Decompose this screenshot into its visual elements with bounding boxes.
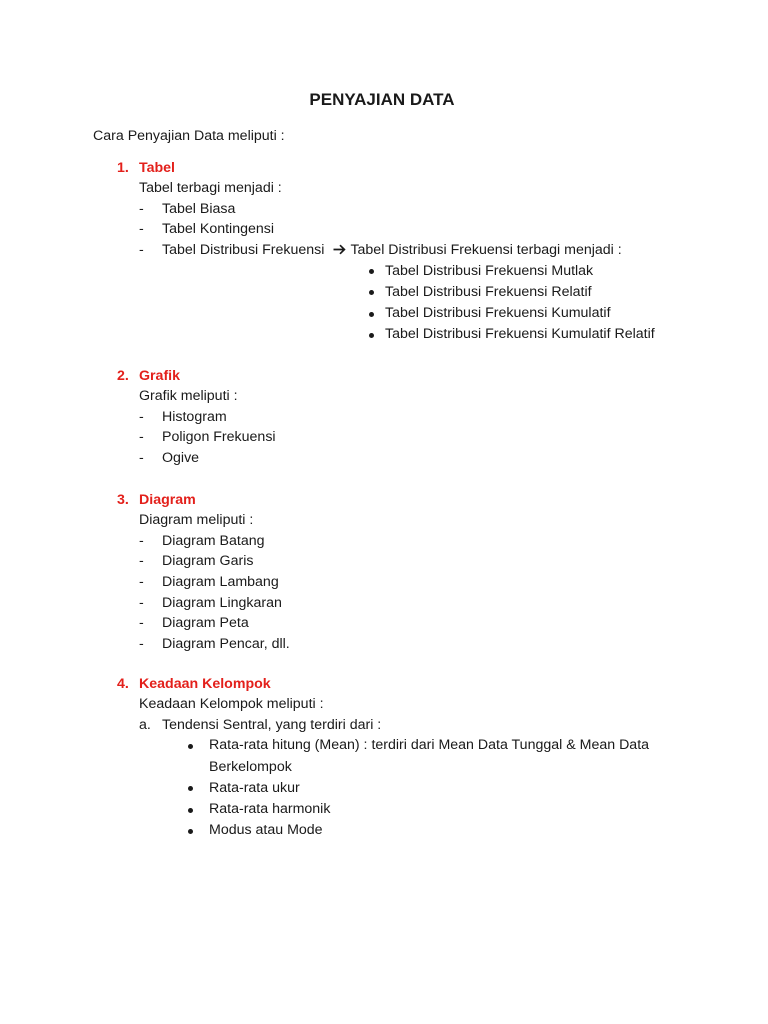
intro-text: Cara Penyajian Data meliputi :: [93, 127, 285, 144]
list-item-label: Diagram Lambang: [162, 574, 279, 591]
dash-marker: -: [139, 429, 144, 446]
list-item: [0, 407, 768, 428]
bullet-icon: [369, 269, 374, 274]
dash-marker: -: [139, 615, 144, 632]
bullet-icon: [369, 333, 374, 338]
bullet-item: [385, 261, 768, 282]
bullet-item: [209, 820, 768, 841]
list-item-label: Tabel Biasa: [162, 200, 236, 217]
bullet-item-label: Tabel Distribusi Frekuensi Relatif: [385, 283, 592, 300]
list-item-label: Histogram: [162, 408, 227, 425]
list-item-label: Diagram Lingkaran: [162, 594, 282, 611]
section-lead: Grafik meliputi :: [139, 388, 238, 405]
dash-marker: -: [139, 553, 144, 570]
section-number: 4.: [117, 675, 129, 692]
page-title: PENYAJIAN DATA: [309, 90, 455, 109]
lettered-item: [0, 715, 768, 736]
dash-marker: -: [139, 450, 144, 467]
sub-list: [0, 261, 768, 346]
sub-list: [0, 735, 768, 841]
list-item: [0, 634, 768, 655]
dash-marker: -: [139, 574, 144, 591]
bullet-icon: [188, 744, 193, 749]
bullet-item: [385, 282, 768, 303]
list-item-label: Tabel Kontingensi: [162, 221, 275, 238]
list-item: [0, 219, 768, 240]
bullet-icon: [188, 786, 193, 791]
list-item-label: Diagram Batang: [162, 532, 265, 549]
section-diagram: [0, 490, 768, 655]
dash-marker: -: [139, 221, 144, 238]
list-item: [0, 572, 768, 593]
section-number: 3.: [117, 491, 129, 508]
arrow-right-icon: [333, 244, 346, 255]
list-item: [0, 448, 768, 469]
section-lead: Diagram meliputi :: [139, 512, 254, 529]
dash-marker: -: [139, 532, 144, 549]
list-item-label: Diagram Peta: [162, 615, 249, 632]
section-number: 2.: [117, 367, 129, 384]
bullet-item: [385, 303, 768, 324]
list-item: [0, 531, 768, 552]
section-title: Diagram: [139, 491, 196, 508]
lettered-item-label: Tendensi Sentral, yang terdiri dari :: [162, 716, 382, 733]
section-heading: [0, 158, 768, 179]
dash-marker: -: [139, 635, 144, 652]
letter-marker: a.: [139, 716, 151, 733]
bullet-item: [209, 735, 768, 777]
section-number: 1.: [117, 159, 129, 176]
section-lead: Tabel terbagi menjadi :: [139, 180, 282, 197]
arrow-continuation-text: Tabel Distribusi Frekuensi terbagi menjadi :: [350, 242, 622, 259]
list-item-label: Ogive: [162, 450, 200, 467]
bullet-item-label: Tabel Distribusi Frekuensi Mutlak: [385, 262, 594, 279]
list-item: [0, 551, 768, 572]
section-tabel: [0, 158, 768, 346]
section-lead: Keadaan Kelompok meliputi :: [139, 696, 324, 713]
list-item-label: Diagram Garis: [162, 553, 254, 570]
section-title: Keadaan Kelompok: [139, 675, 271, 692]
bullet-icon: [188, 808, 193, 813]
bullet-icon: [369, 290, 374, 295]
bullet-icon: [188, 829, 193, 834]
bullet-icon: [369, 312, 374, 317]
bullet-item-label: Rata-rata harmonik: [209, 801, 331, 818]
section-title: Tabel: [139, 159, 176, 176]
section-heading: [0, 366, 768, 387]
section-grafik: [0, 366, 768, 469]
bullet-item: [209, 799, 768, 820]
list-item: [0, 240, 768, 261]
bullet-item-label: Rata-rata hitung (Mean) : terdiri dari Mean Data Tunggal & Mean Data Berkelompok: [209, 737, 650, 775]
bullet-item: [385, 324, 768, 345]
list-item: [0, 613, 768, 634]
dash-marker: -: [139, 200, 144, 217]
list-item-label: Tabel Distribusi Frekuensi: [162, 242, 325, 259]
bullet-item-label: Rata-rata ukur: [209, 779, 300, 796]
section-title: Grafik: [139, 367, 181, 384]
dash-marker: -: [139, 594, 144, 611]
section-heading: [0, 490, 768, 511]
dash-marker: -: [139, 242, 144, 259]
bullet-item: [209, 778, 768, 799]
list-item: [0, 199, 768, 220]
list-item-label: Diagram Pencar, dll.: [162, 635, 290, 652]
section-keadaan-kelompok: [0, 674, 768, 842]
section-heading: [0, 674, 768, 695]
list-item-label: Poligon Frekuensi: [162, 429, 276, 446]
dash-marker: -: [139, 408, 144, 425]
list-item: [0, 427, 768, 448]
bullet-item-label: Modus atau Mode: [209, 822, 323, 839]
list-item: [0, 593, 768, 614]
bullet-item-label: Tabel Distribusi Frekuensi Kumulatif: [385, 305, 611, 322]
bullet-item-label: Tabel Distribusi Frekuensi Kumulatif Relatif: [385, 326, 655, 343]
